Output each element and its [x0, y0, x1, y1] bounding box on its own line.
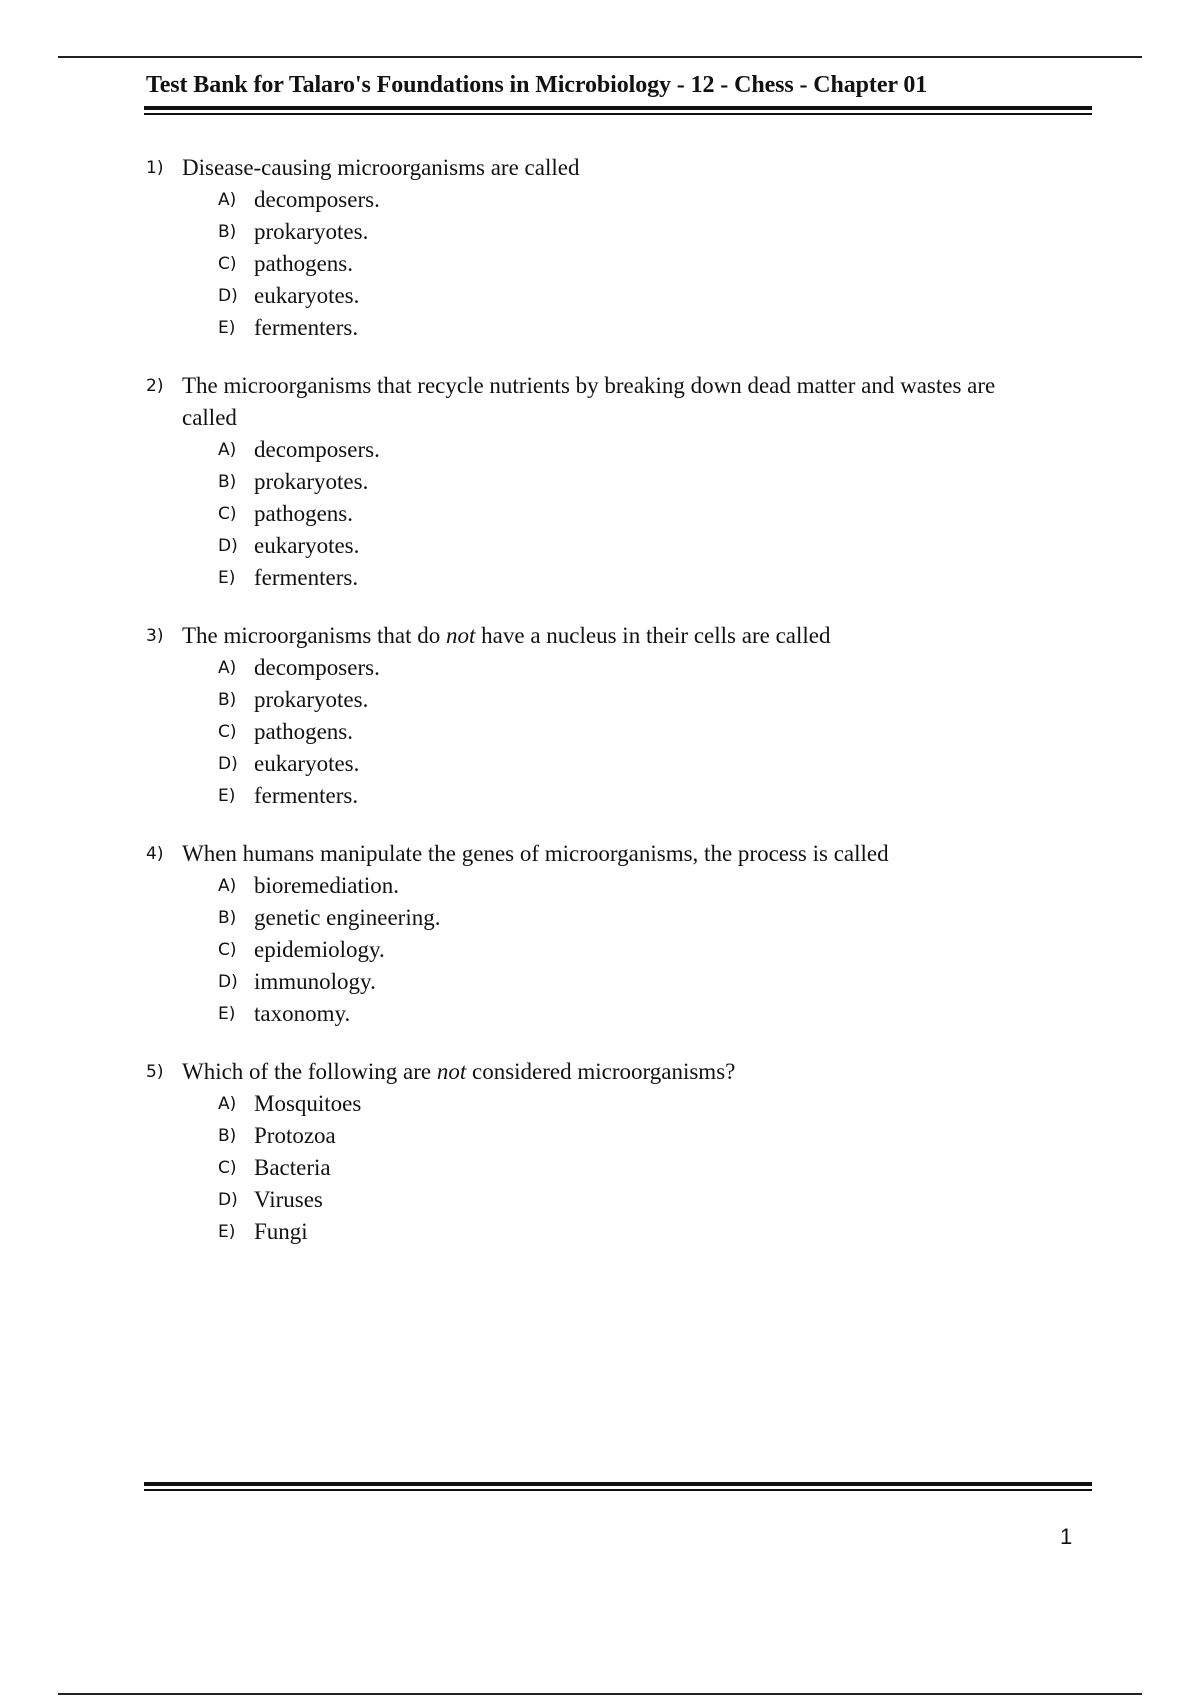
- header-rule-thick: [144, 106, 1092, 110]
- question-3: [146, 620, 1046, 812]
- option-text: epidemiology.: [254, 937, 385, 962]
- answer-option-a: [218, 184, 1046, 216]
- option-text: immunology.: [254, 969, 376, 994]
- option-text: Viruses: [254, 1187, 323, 1212]
- question-number: 2): [146, 376, 164, 396]
- answer-option-e: [218, 998, 1046, 1030]
- document-title: Test Bank for Talaro's Foundations in Microbiology - 12 - Chess - Chapter 01: [146, 72, 928, 98]
- option-letter: D): [218, 536, 238, 556]
- option-text: genetic engineering.: [254, 905, 441, 930]
- answer-option-c: [218, 934, 1046, 966]
- option-letter: B): [218, 222, 237, 242]
- answer-option-a: [218, 652, 1046, 684]
- option-text: prokaryotes.: [254, 687, 369, 712]
- question-1: [146, 152, 1046, 344]
- answer-options: [218, 870, 1046, 1030]
- answer-option-b: [218, 1120, 1046, 1152]
- footer-double-rule: [144, 1482, 1092, 1493]
- answer-option-d: [218, 748, 1046, 780]
- question-stem: [146, 1056, 1046, 1088]
- option-letter: D): [218, 754, 238, 774]
- option-text: prokaryotes.: [254, 219, 369, 244]
- option-letter: B): [218, 1126, 237, 1146]
- option-text: fermenters.: [254, 783, 359, 808]
- option-letter: E): [218, 786, 236, 806]
- answer-options: [218, 184, 1046, 344]
- option-text: decomposers.: [254, 655, 380, 680]
- answer-option-e: [218, 312, 1046, 344]
- option-letter: A): [218, 1094, 237, 1114]
- option-letter: C): [218, 504, 237, 524]
- option-letter: E): [218, 568, 236, 588]
- page-bottom-rule: [58, 1693, 1142, 1695]
- question-stem: [146, 620, 1046, 652]
- option-text: Protozoa: [254, 1123, 336, 1148]
- question-number: 4): [146, 844, 164, 864]
- answer-option-b: [218, 216, 1046, 248]
- answer-option-d: [218, 530, 1046, 562]
- question-number: 5): [146, 1062, 164, 1082]
- question-stem: [146, 370, 1046, 434]
- option-letter: C): [218, 254, 237, 274]
- option-text: eukaryotes.: [254, 751, 360, 776]
- answer-option-d: [218, 280, 1046, 312]
- option-letter: B): [218, 690, 237, 710]
- answer-option-a: [218, 434, 1046, 466]
- option-text: decomposers.: [254, 187, 380, 212]
- option-text: pathogens.: [254, 719, 354, 744]
- option-letter: D): [218, 1190, 238, 1210]
- footer-rule-thick: [144, 1482, 1092, 1486]
- answer-options: [218, 434, 1046, 594]
- answer-option-d: [218, 966, 1046, 998]
- question-4: [146, 838, 1046, 1030]
- answer-option-b: [218, 466, 1046, 498]
- answer-option-a: [218, 870, 1046, 902]
- answer-option-c: [218, 716, 1046, 748]
- answer-option-c: [218, 1152, 1046, 1184]
- option-letter: A): [218, 440, 237, 460]
- question-text: The microorganisms that do not have a nucleus in their cells are called: [182, 623, 831, 648]
- question-stem: [146, 152, 1046, 184]
- question-stem: [146, 838, 1046, 870]
- question-text: Which of the following are not considered microorganisms?: [182, 1059, 736, 1084]
- option-letter: B): [218, 472, 237, 492]
- option-letter: D): [218, 286, 238, 306]
- question-5: [146, 1056, 1046, 1248]
- answer-option-b: [218, 902, 1046, 934]
- page-number: 1: [1060, 1524, 1073, 1549]
- answer-option-d: [218, 1184, 1046, 1216]
- answer-option-e: [218, 780, 1046, 812]
- option-letter: B): [218, 908, 237, 928]
- option-text: Fungi: [254, 1219, 308, 1244]
- answer-option-e: [218, 1216, 1046, 1248]
- option-letter: A): [218, 190, 237, 210]
- option-text: bioremediation.: [254, 873, 399, 898]
- option-text: Mosquitoes: [254, 1091, 362, 1116]
- option-letter: C): [218, 940, 237, 960]
- option-text: decomposers.: [254, 437, 380, 462]
- question-number: 1): [146, 158, 164, 178]
- header-double-rule: [144, 106, 1092, 117]
- question-text: The microorganisms that recycle nutrients by breaking down dead matter and wastes are called: [182, 373, 996, 430]
- answer-option-e: [218, 562, 1046, 594]
- answer-option-b: [218, 684, 1046, 716]
- option-letter: A): [218, 658, 237, 678]
- option-text: taxonomy.: [254, 1001, 351, 1026]
- option-text: eukaryotes.: [254, 533, 360, 558]
- answer-option-a: [218, 1088, 1046, 1120]
- option-text: Bacteria: [254, 1155, 331, 1180]
- option-text: pathogens.: [254, 251, 354, 276]
- question-text: When humans manipulate the genes of microorganisms, the process is called: [182, 841, 889, 866]
- header-rule-thin: [144, 113, 1092, 115]
- question-list: [146, 152, 1046, 1274]
- option-letter: D): [218, 972, 238, 992]
- option-text: pathogens.: [254, 501, 354, 526]
- option-letter: E): [218, 318, 236, 338]
- answer-options: [218, 652, 1046, 812]
- option-text: prokaryotes.: [254, 469, 369, 494]
- question-number: 3): [146, 626, 164, 646]
- option-text: fermenters.: [254, 565, 359, 590]
- question-text: Disease-causing microorganisms are called: [182, 155, 580, 180]
- footer-rule-thin: [144, 1489, 1092, 1491]
- page-top-rule: [58, 56, 1142, 58]
- answer-option-c: [218, 248, 1046, 280]
- option-letter: C): [218, 722, 237, 742]
- option-text: fermenters.: [254, 315, 359, 340]
- option-letter: A): [218, 876, 237, 896]
- option-letter: E): [218, 1222, 236, 1242]
- answer-option-c: [218, 498, 1046, 530]
- option-letter: E): [218, 1004, 236, 1024]
- question-2: [146, 370, 1046, 594]
- answer-options: [218, 1088, 1046, 1248]
- option-letter: C): [218, 1158, 237, 1178]
- option-text: eukaryotes.: [254, 283, 360, 308]
